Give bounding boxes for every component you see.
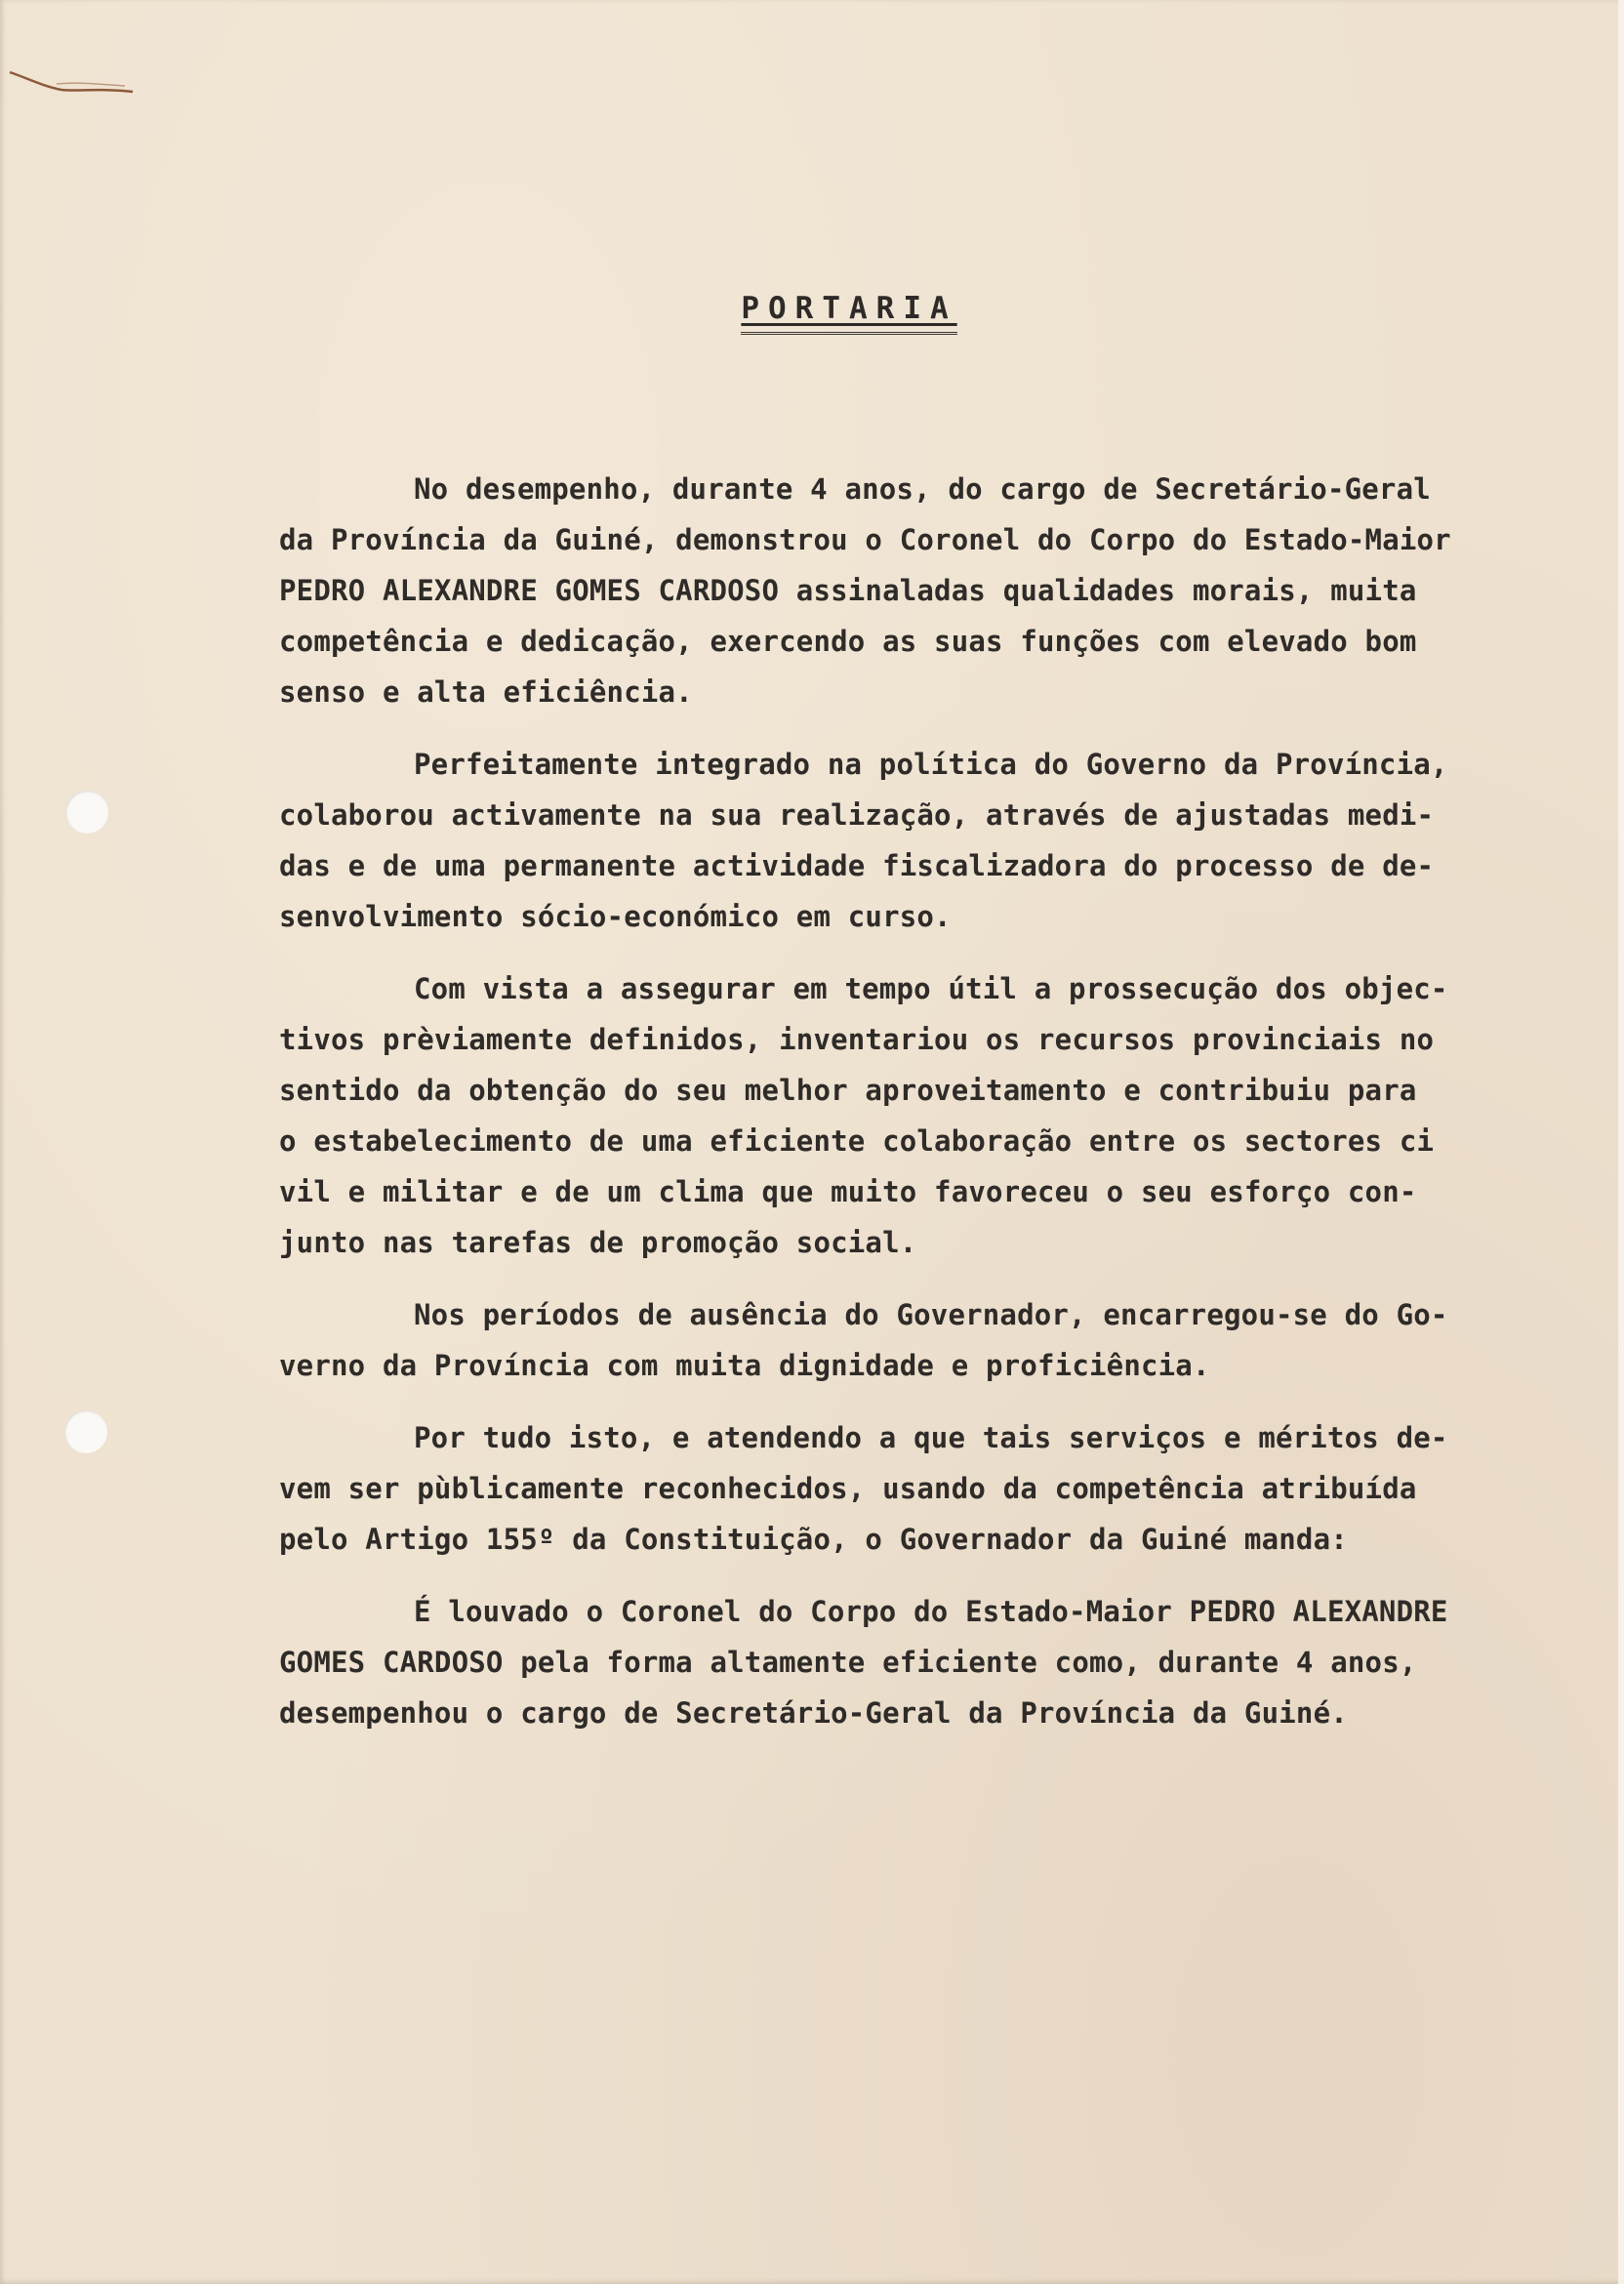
text-line: junto nas tarefas de promoção social. <box>279 1226 917 1259</box>
text-line: Nos períodos de ausência do Governador, encarregou-se do Go- <box>414 1298 1448 1331</box>
text-line: senvolvimento sócio-económico em curso. <box>279 900 952 933</box>
paragraph <box>279 464 1587 717</box>
document-body <box>279 464 1587 1760</box>
text-line: verno da Província com muita dignidade e proficiência. <box>279 1349 1210 1382</box>
text-line: No desempenho, durante 4 anos, do cargo de Secretário-Geral <box>414 472 1431 506</box>
staple-mark-icon <box>8 68 135 98</box>
text-line: o estabelecimento de uma eficiente colaboração entre os sectores ci <box>279 1124 1435 1158</box>
text-line: Com vista a assegurar em tempo útil a prossecução dos objec- <box>414 972 1448 1005</box>
text-line: Por tudo isto, e atendendo a que tais serviços e méritos de- <box>414 1421 1448 1454</box>
text-line: tivos prèviamente definidos, inventariou os recursos provinciais no <box>279 1023 1435 1056</box>
text-line: desempenhou o cargo de Secretário-Geral da Província da Guiné. <box>279 1696 1348 1730</box>
text-line: pelo Artigo 155º da Constituição, o Governador da Guiné manda: <box>279 1523 1348 1556</box>
paragraph <box>279 1289 1587 1391</box>
text-line: vem ser pùblicamente reconhecidos, usando da competência atribuída <box>279 1472 1417 1505</box>
text-line: GOMES CARDOSO pela forma altamente eficiente como, durante 4 anos, <box>279 1646 1417 1679</box>
text-line: É louvado o Coronel do Corpo do Estado-Maior PEDRO ALEXANDRE <box>414 1595 1448 1628</box>
document-title: PORTARIA <box>741 291 956 335</box>
paragraph <box>279 963 1587 1268</box>
text-line: sentido da obtenção do seu melhor aproveitamento e contribuiu para <box>279 1074 1417 1107</box>
text-line: PEDRO ALEXANDRE GOMES CARDOSO assinaladas qualidades morais, muita <box>279 574 1417 607</box>
paragraph <box>279 1586 1587 1738</box>
title-area <box>0 291 1624 335</box>
paragraph <box>279 739 1587 942</box>
punch-hole <box>64 1410 107 1453</box>
punch-hole <box>65 791 108 834</box>
text-line: competência e dedicação, exercendo as suas funções com elevado bom <box>279 625 1417 658</box>
paragraph <box>279 1412 1587 1565</box>
text-line: da Província da Guiné, demonstrou o Coronel do Corpo do Estado-Maior <box>279 523 1451 556</box>
text-line: Perfeitamente integrado na política do Governo da Província, <box>414 748 1448 781</box>
page-edge <box>1618 0 1624 2284</box>
text-line: senso e alta eficiência. <box>279 675 693 709</box>
text-line: vil e militar e de um clima que muito favoreceu o seu esforço con- <box>279 1175 1417 1208</box>
text-line: das e de uma permanente actividade fiscalizadora do processo de de- <box>279 849 1435 882</box>
text-line: colaborou activamente na sua realização, através de ajustadas medi- <box>279 798 1435 832</box>
